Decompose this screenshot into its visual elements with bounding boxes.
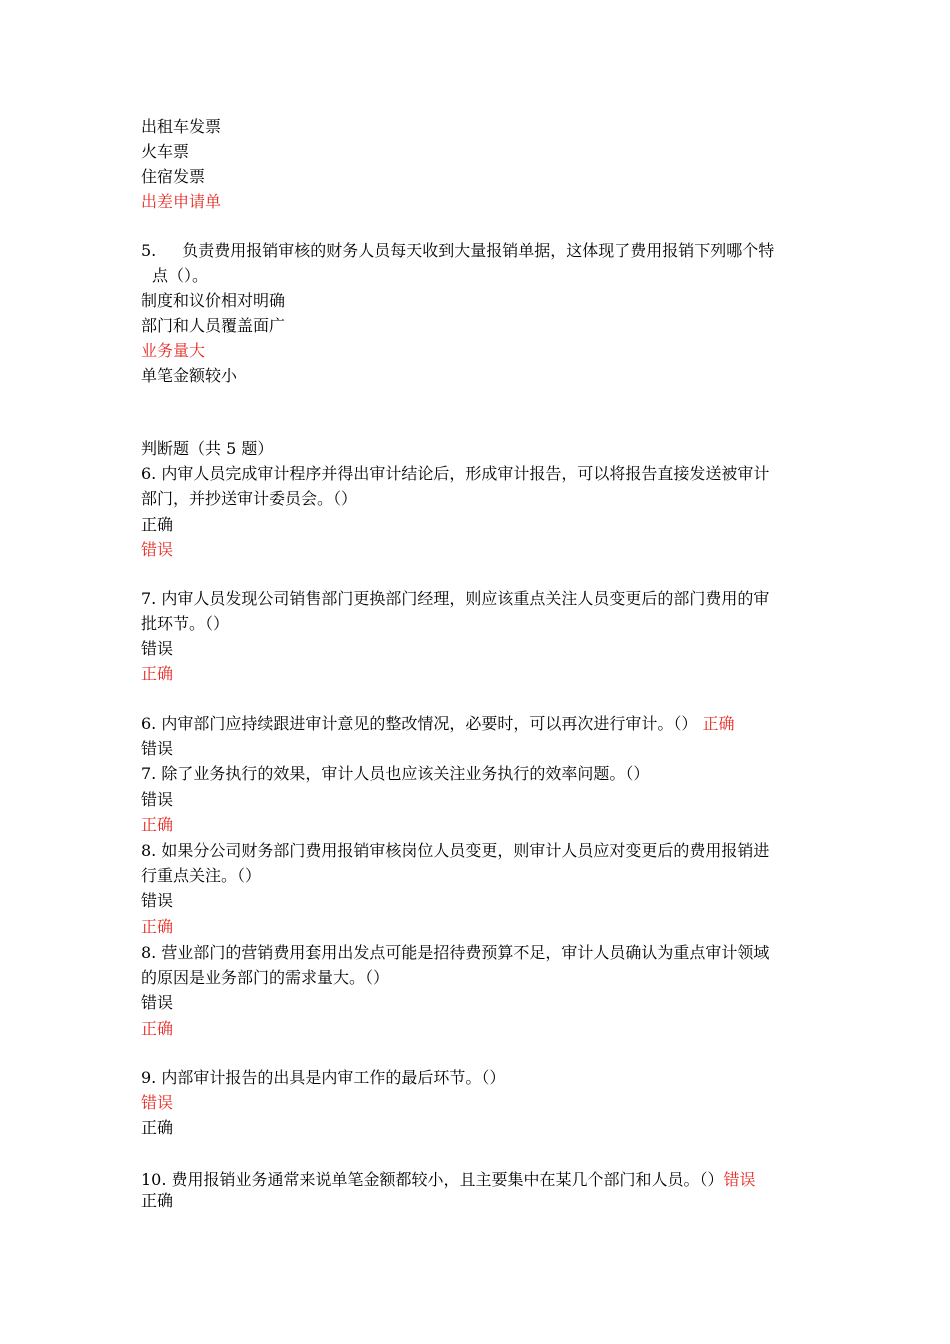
q8a-option-b-answer: 正确 [141, 917, 174, 936]
q7a-line1: 7. 内审人员发现公司销售部门更换部门经理，则应该重点关注人员变更后的部门费用的审 [141, 589, 770, 608]
q5-option-a: 制度和议价相对明确 [141, 291, 286, 310]
q6b-option-a: 错误 [141, 739, 174, 758]
q8a-line2: 行重点关注。（） [141, 866, 262, 885]
q6b-text: 6. 内审部门应持续跟进审计意见的整改情况，必要时，可以再次进行审计。（） [141, 714, 698, 733]
q7b-option-a: 错误 [141, 790, 174, 809]
q7b-line1: 7. 除了业务执行的效果，审计人员也应该关注业务执行的效率问题。（） [141, 764, 650, 783]
q10-text: 10. 费用报销业务通常来说单笔金额都较小，且主要集中在某几个部门和人员。（） [141, 1170, 724, 1189]
q8a-option-a: 错误 [141, 891, 174, 910]
q5-option-d: 单笔金额较小 [141, 366, 238, 385]
q6b-inline-answer: 正确 [702, 714, 735, 733]
q10-option-a: 正确 [141, 1191, 174, 1210]
q10-inline-answer: 错误 [723, 1170, 756, 1189]
q5-text-line1: 负责费用报销审核的财务人员每天收到大量报销单据，这体现了费用报销下列哪个特 [182, 241, 775, 260]
q6a-line1: 6. 内审人员完成审计程序并得出审计结论后，形成审计报告，可以将报告直接发送被审计 [141, 464, 770, 483]
q5-number: 5. [141, 241, 157, 260]
q9-option-b: 正确 [141, 1118, 174, 1137]
section-title: 判断题（共 5 题） [141, 439, 274, 458]
q4-option-a: 出租车发票 [141, 117, 222, 136]
q5-option-b: 部门和人员覆盖面广 [141, 316, 286, 335]
q6a-line2: 部门，并抄送审计委员会。（） [141, 489, 358, 508]
q5-option-c-answer: 业务量大 [141, 341, 206, 360]
q7a-option-a: 错误 [141, 639, 174, 658]
q4-option-d-answer: 出差申请单 [141, 192, 222, 211]
q4-option-c: 住宿发票 [141, 167, 206, 186]
q8b-option-b-answer: 正确 [141, 1019, 174, 1038]
q5-text-line2: 点（）。 [152, 266, 209, 285]
q9-option-a-answer: 错误 [141, 1093, 174, 1112]
q8b-line1: 8. 营业部门的营销费用套用出发点可能是招待费预算不足，审计人员确认为重点审计领域 [141, 943, 770, 962]
q7b-option-b-answer: 正确 [141, 815, 174, 834]
q8b-option-a: 错误 [141, 993, 174, 1012]
q7a-option-b-answer: 正确 [141, 664, 174, 683]
q6b-line1 [141, 711, 821, 736]
q4-option-b: 火车票 [141, 142, 190, 161]
q9-line1: 9. 内部审计报告的出具是内审工作的最后环节。（） [141, 1068, 506, 1087]
q8a-line1: 8. 如果分公司财务部门费用报销审核岗位人员变更，则审计人员应对变更后的费用报销进 [141, 841, 770, 860]
q6a-option-a: 正确 [141, 515, 174, 534]
q7a-line2: 批环节。（） [141, 614, 230, 633]
q8b-line2: 的原因是业务部门的需求量大。（） [141, 968, 390, 987]
q5-question [141, 238, 821, 263]
q6a-option-b-answer: 错误 [141, 540, 174, 559]
